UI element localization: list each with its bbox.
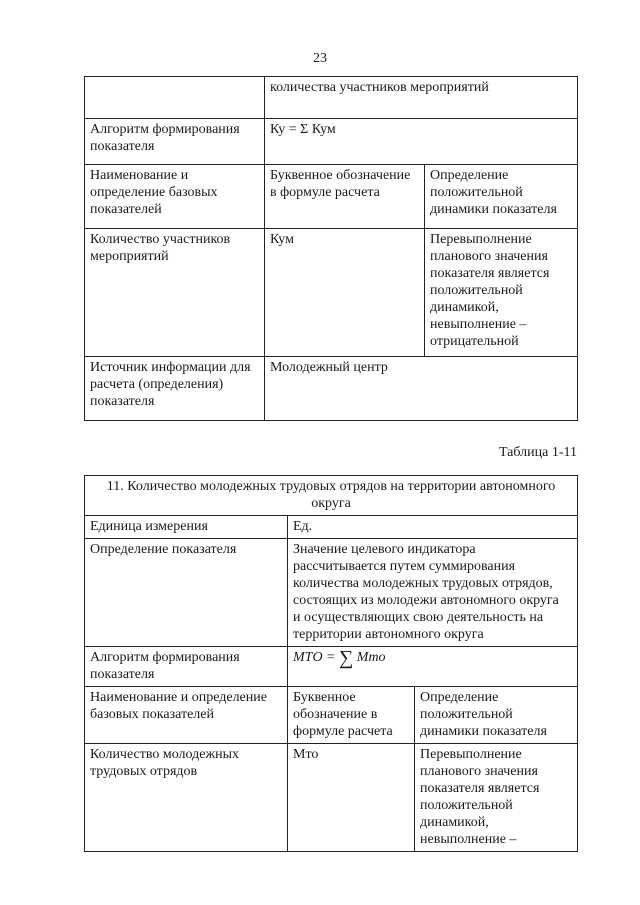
table-cell-continuation: количества участников мероприятий	[265, 77, 578, 119]
table-title-row	[85, 476, 578, 516]
unit-label: Единица измерения	[85, 516, 288, 539]
header-base-indicators: Наименование и определение базовых показателей	[85, 687, 288, 744]
algorithm-formula: Ку = Σ Кум	[265, 119, 578, 165]
header-base-indicators: Наименование и определение базовых показателей	[85, 165, 265, 229]
base-indicator-dynamics: Перевыполнение планового значения показателя является положительной динамикой, невыполнение – отрицательной	[425, 229, 578, 357]
table-header-row	[85, 687, 578, 744]
header-symbol: Буквенное обозначение в формуле расчета	[265, 165, 425, 229]
table-title: 11. Количество молодежных трудовых отрядов на территории автономного округа	[85, 476, 578, 516]
sum-symbol: ∑	[339, 647, 354, 669]
formula-left: МТО =	[293, 650, 336, 665]
base-indicator-name: Количество участников мероприятий	[85, 229, 265, 357]
base-indicator-symbol: Мто	[288, 744, 415, 852]
indicator-table-continued	[84, 76, 578, 421]
table-caption: Таблица 1-11	[498, 445, 577, 460]
page-number: 23	[313, 51, 327, 66]
indicator-table-11	[84, 475, 578, 852]
definition-value: Значение целевого индикатора рассчитывается путем суммирования количества молодежных трудовых отрядов, состоящих из молодежи автономного округа и осуществляющих свою деятельность на территории автономного округа	[288, 539, 578, 647]
unit-value: Ед.	[288, 516, 578, 539]
base-indicator-dynamics: Перевыполнение планового значения показателя является положительной динамикой, невыполнение –	[415, 744, 578, 852]
source-value: Молодежный центр	[265, 357, 578, 421]
base-indicator-symbol: Кум	[265, 229, 425, 357]
table-header-row	[85, 165, 578, 229]
table-row	[85, 77, 578, 119]
base-indicator-name: Количество молодежных трудовых отрядов	[85, 744, 288, 852]
table-cell-empty	[85, 77, 265, 119]
header-dynamics: Определение положительной динамики показателя	[415, 687, 578, 744]
table-row	[85, 744, 578, 852]
table-row	[85, 229, 578, 357]
definition-label: Определение показателя	[85, 539, 288, 647]
algorithm-formula	[288, 647, 578, 687]
table-row	[85, 516, 578, 539]
header-symbol: Буквенное обозначение в формуле расчета	[288, 687, 415, 744]
source-label: Источник информации для расчета (определения) показателя	[85, 357, 265, 421]
algorithm-label: Алгоритм формирования показателя	[85, 119, 265, 165]
formula-right: Мто	[356, 650, 386, 665]
table-row	[85, 539, 578, 647]
algorithm-label: Алгоритм формирования показателя	[85, 647, 288, 687]
table-row	[85, 647, 578, 687]
table-row	[85, 357, 578, 421]
header-dynamics: Определение положительной динамики показателя	[425, 165, 578, 229]
table-row	[85, 119, 578, 165]
